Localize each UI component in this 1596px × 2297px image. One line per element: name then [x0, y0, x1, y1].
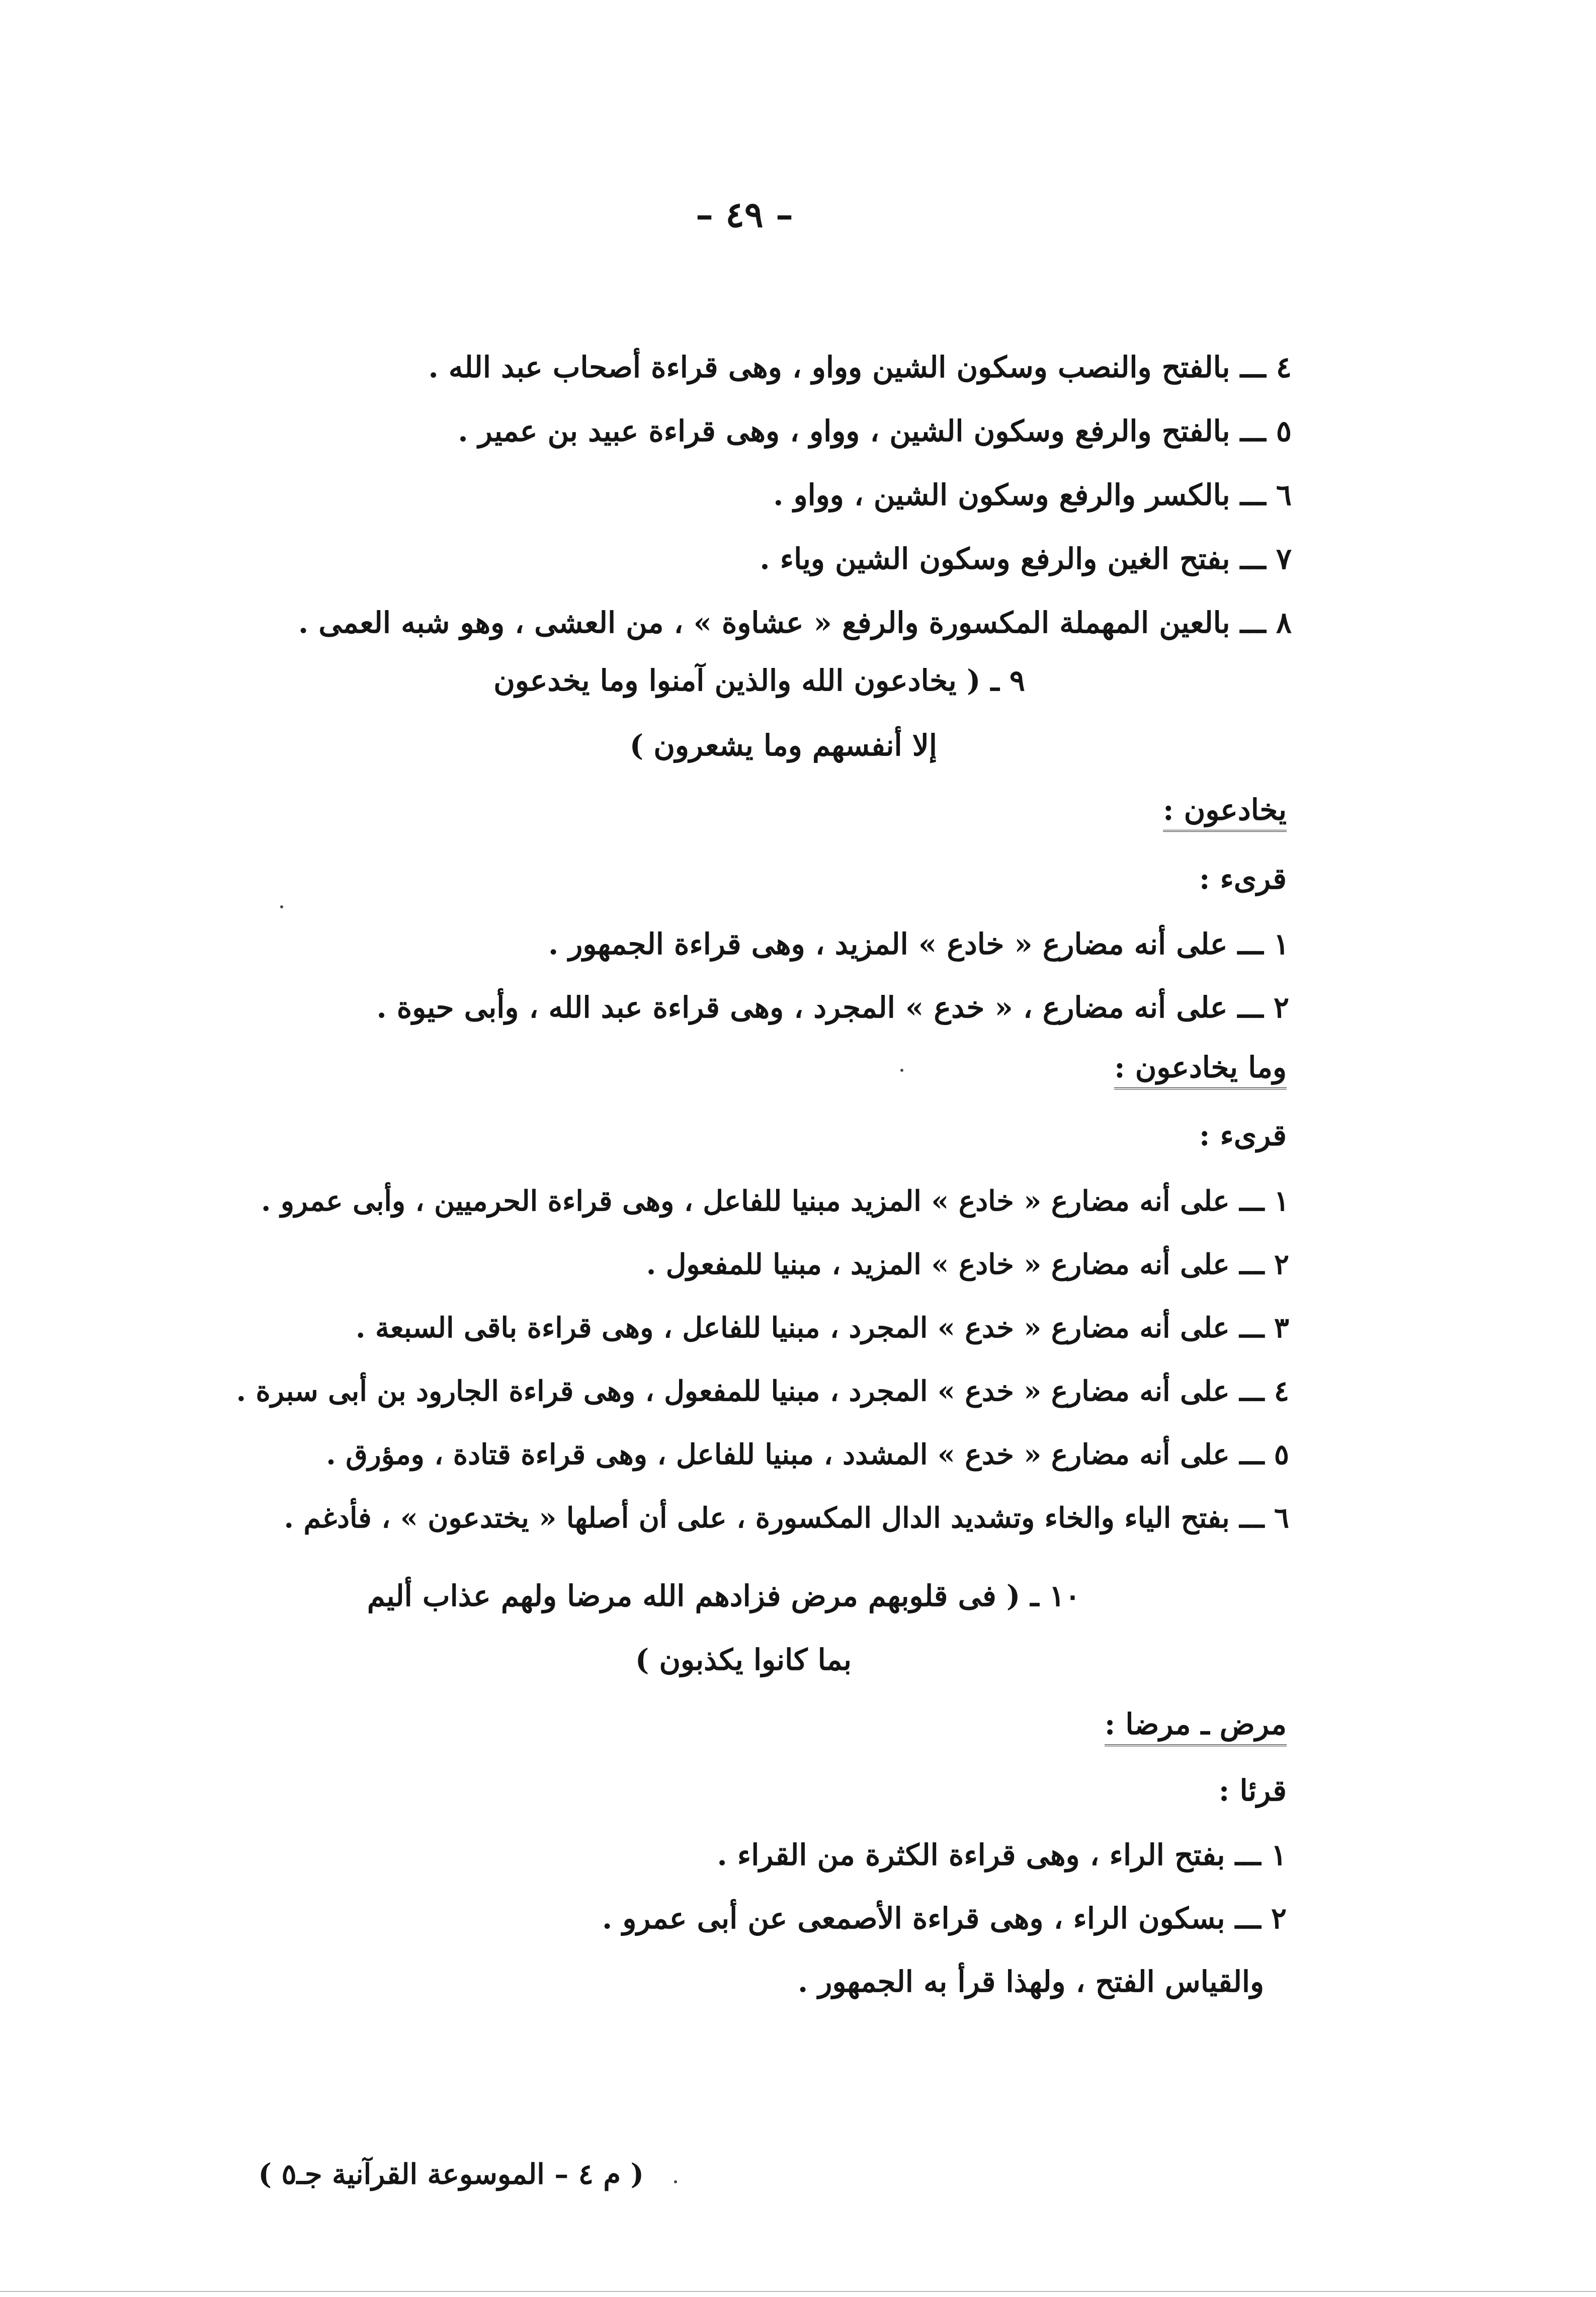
- subheading: قرئا :: [1218, 1773, 1287, 1808]
- heading-text: وما يخادعون :: [1114, 1050, 1287, 1089]
- text-line: ٤ ـــ بالفتح والنصب وسكون الشين وواو ، وهى قراءة أصحاب عبد الله .: [428, 350, 1292, 384]
- footer-reference: ( م ٤ – الموسوعة القرآنية جـ٥ ): [258, 2158, 644, 2191]
- heading-text: يخادعون :: [1163, 793, 1287, 832]
- section-heading: [1114, 1047, 1287, 1087]
- section-heading: [1163, 790, 1287, 830]
- text-line: ٥ ـــ بالفتح والرفع وسكون الشين ، وواو ، وهى قراءة عبيد بن عمير .: [458, 414, 1292, 448]
- list-item: ٣ ـــ على أنه مضارع « خدع » المجرد ، مبنيا للفاعل ، وهى قراءة باقى السبعة .: [356, 1311, 1289, 1344]
- speck: [674, 2180, 677, 2183]
- list-item: ١ ـــ على أنه مضارع « خادع » المزيد مبنيا للفاعل ، وهى قراءة الحرميين ، وأبى عمرو .: [261, 1184, 1289, 1218]
- heading-text: مرض ـ مرضا :: [1105, 1707, 1287, 1746]
- list-item: ٢ ـــ على أنه مضارع ، « خدع » المجرد ، وهى قراءة عبد الله ، وأبى حيوة .: [376, 990, 1289, 1025]
- speck: [280, 905, 283, 908]
- verse-line: ٩ ـ ( يخادعون الله والذين آمنوا وما يخدعون: [493, 663, 1025, 698]
- subheading: قرىء :: [1199, 862, 1287, 896]
- page-number: – ٤٩ –: [696, 194, 793, 235]
- list-item: ١ ـــ بفتح الراء ، وهى قراءة الكثرة من القراء .: [717, 1838, 1287, 1872]
- list-item: ٤ ـــ على أنه مضارع « خدع » المجرد ، مبنيا للمفعول ، وهى قراءة الجارود بن أبى سبرة .: [236, 1375, 1289, 1408]
- list-item: ٢ ـــ على أنه مضارع « خادع » المزيد ، مبنيا للمفعول .: [646, 1248, 1289, 1281]
- text-line: ٦ ـــ بالكسر والرفع وسكون الشين ، وواو .: [773, 478, 1292, 512]
- verse-line: ١٠ ـ ( فى قلوبهم مرض فزادهم الله مرضا ولهم عذاب أليم: [367, 1579, 1080, 1613]
- speck: [900, 1069, 903, 1072]
- verse-line: بما كانوا يكذبون ): [635, 1643, 852, 1677]
- scan-edge: [0, 2291, 1596, 2292]
- list-item: ١ ـــ على أنه مضارع « خادع » المزيد ، وهى قراءة الجمهور .: [548, 927, 1289, 961]
- note-line: والقياس الفتح ، ولهذا قرأ به الجمهور .: [798, 1965, 1264, 1999]
- verse-line: إلا أنفسهم وما يشعرون ): [629, 728, 937, 762]
- list-item: ٥ ـــ على أنه مضارع « خدع » المشدد ، مبنيا للفاعل ، وهى قراءة قتادة ، ومؤرق .: [326, 1438, 1289, 1471]
- list-item: ٦ ـــ بفتح الياء والخاء وتشديد الدال المكسورة ، على أن أصلها « يختدعون » ، فأدغم .: [284, 1501, 1289, 1535]
- section-heading: [1105, 1704, 1287, 1744]
- list-item: ٢ ـــ بسكون الراء ، وهى قراءة الأصمعى عن أبى عمرو .: [602, 1901, 1287, 1935]
- text-line: ٨ ـــ بالعين المهملة المكسورة والرفع « عشاوة » ، من العشى ، وهو شبه العمى .: [298, 606, 1292, 640]
- subheading: قرىء :: [1199, 1118, 1287, 1152]
- text-line: ٧ ـــ بفتح الغين والرفع وسكون الشين وياء .: [760, 542, 1292, 576]
